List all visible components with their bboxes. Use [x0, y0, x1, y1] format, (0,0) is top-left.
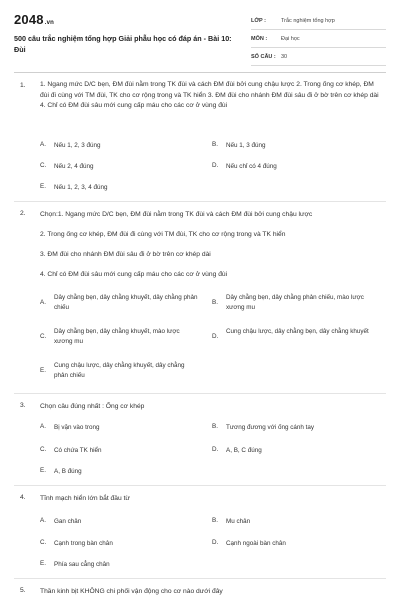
- question-text: Chọn:1. Ngang mức D/C bẹn, ĐM đùi nằm trong TK đùi và cách ĐM đùi bởi cung chậu lược: [40, 211, 313, 218]
- option-text[interactable]: Có chứa TK hiển: [54, 447, 102, 454]
- question-text: Tĩnh mạch hiển lớn bắt đầu từ: [40, 495, 130, 502]
- meta-value: Đại học: [281, 36, 300, 42]
- option-letter[interactable]: A.: [40, 517, 46, 524]
- option-text[interactable]: Cung chậu lược, dây chằng bẹn, dây chằng khuyết: [226, 328, 369, 335]
- document-title: 500 câu trắc nghiệm tổng hợp Giải phẫu học có đáp án - Bài 10: Đùi: [14, 34, 232, 54]
- option-text[interactable]: Bị vặn vào trong: [54, 424, 100, 431]
- option-letter[interactable]: C.: [40, 539, 47, 546]
- option-text[interactable]: Phía sau cẳng chân: [54, 561, 110, 568]
- option-letter[interactable]: A.: [40, 299, 46, 306]
- option-letter[interactable]: E.: [40, 560, 46, 567]
- question-statement: 4. Chỉ có ĐM đùi sâu mới cung cấp máu cho các cơ ở vùng đùi: [40, 271, 228, 278]
- option-text[interactable]: Mu chân: [226, 518, 251, 525]
- option-text[interactable]: Cạnh trong bàn chân: [54, 540, 113, 547]
- option-text[interactable]: Nếu 2, 4 đúng: [54, 163, 94, 170]
- meta-label: LỚP :: [251, 18, 266, 24]
- option-text[interactable]: Nếu 1, 2, 3 đúng: [54, 142, 101, 149]
- meta-value: 30: [281, 54, 288, 60]
- question-number: 2.: [20, 210, 26, 217]
- page-header: [0, 0, 400, 64]
- question-text: Chọn câu đúng nhất : Ống cơ khép: [40, 403, 145, 410]
- question-separator: [14, 393, 386, 394]
- question-statement: 3. ĐM đùi cho nhánh ĐM đùi sâu đi ở bờ trên cơ khép dài: [40, 251, 211, 258]
- question-number: 4.: [20, 494, 26, 501]
- option-letter[interactable]: E.: [40, 183, 46, 190]
- logo-suffix: .vn: [44, 20, 55, 26]
- option-text[interactable]: Cạnh ngoài bàn chân: [226, 540, 286, 547]
- option-letter[interactable]: D.: [212, 446, 219, 453]
- option-letter[interactable]: D.: [212, 539, 219, 546]
- logo-main: 2048: [14, 12, 44, 27]
- document-meta: [251, 13, 386, 67]
- meta-row-class: [251, 13, 386, 30]
- option-text[interactable]: Dây chằng bẹn, dây chằng khuyết, mào lược xương mu: [54, 328, 180, 345]
- question-number: 3.: [20, 402, 26, 409]
- option-text[interactable]: Gan chân: [54, 518, 82, 525]
- question-separator: [14, 485, 386, 486]
- question-number: 1.: [20, 82, 26, 89]
- option-text[interactable]: Nếu 1, 3 đúng: [226, 142, 266, 149]
- option-text[interactable]: Dây chằng bẹn, dây chằng khuyết, dây chằng phản chiếu: [54, 294, 198, 311]
- meta-label: MÔN :: [251, 36, 268, 42]
- option-text[interactable]: Nếu 1, 2, 3, 4 đúng: [54, 184, 108, 191]
- meta-row-count: [251, 49, 386, 66]
- option-letter[interactable]: B.: [212, 423, 218, 430]
- site-logo[interactable]: [14, 12, 54, 27]
- option-letter[interactable]: C.: [40, 446, 47, 453]
- option-letter[interactable]: D.: [212, 162, 219, 169]
- option-letter[interactable]: B.: [212, 299, 218, 306]
- question-text: Thần kinh bịt KHÔNG chi phối vận động cho cơ nào dưới đây: [40, 588, 223, 595]
- question-separator: [14, 201, 386, 202]
- option-letter[interactable]: C.: [40, 162, 47, 169]
- option-letter[interactable]: C.: [40, 333, 47, 340]
- question-statement: 2. Trong ống cơ khép, ĐM đùi đi cùng với TM đùi, TK cho cơ rộng trong và TK hiển: [40, 231, 286, 238]
- option-letter[interactable]: B.: [212, 517, 218, 524]
- option-text[interactable]: Nếu chỉ có 4 đúng: [226, 163, 277, 170]
- header-divider: [14, 72, 386, 73]
- option-text[interactable]: A, B đúng: [54, 468, 82, 475]
- question-text: 1. Ngang mức D/C bẹn, ĐM đùi nằm trong TK đùi và cách ĐM đùi bởi cung chậu lược 2. Trong ống cơ khép, ĐM đùi đi cùng với TM đùi, TK cho cơ rộng trong và TK hiển 3. ĐM đùi cho nhánh ĐM đùi sâu đi ở bờ trên cơ khép dài 4. Chỉ có ĐM đùi sâu mới cung cấp máu cho các cơ ở vùng đùi: [40, 81, 379, 109]
- option-letter[interactable]: A.: [40, 141, 46, 148]
- option-letter[interactable]: D.: [212, 333, 219, 340]
- meta-row-subject: [251, 31, 386, 48]
- option-letter[interactable]: E.: [40, 367, 46, 374]
- meta-label: SỐ CÂU :: [251, 54, 276, 60]
- question-separator: [14, 578, 386, 579]
- option-text[interactable]: A, B, C đúng: [226, 447, 262, 454]
- option-text[interactable]: Tương đương với ống cánh tay: [226, 424, 315, 431]
- option-text[interactable]: Cung chậu lược, dây chằng khuyết, dây chằng phản chiếu: [54, 362, 185, 379]
- option-letter[interactable]: A.: [40, 423, 46, 430]
- meta-value: Trắc nghiệm tổng hợp: [281, 18, 335, 24]
- question-number: 5.: [20, 587, 26, 594]
- option-text[interactable]: Dây chằng bẹn, dây chằng phản chiếu, mào lược xương mu: [226, 294, 364, 311]
- option-letter[interactable]: E.: [40, 467, 46, 474]
- option-letter[interactable]: B.: [212, 141, 218, 148]
